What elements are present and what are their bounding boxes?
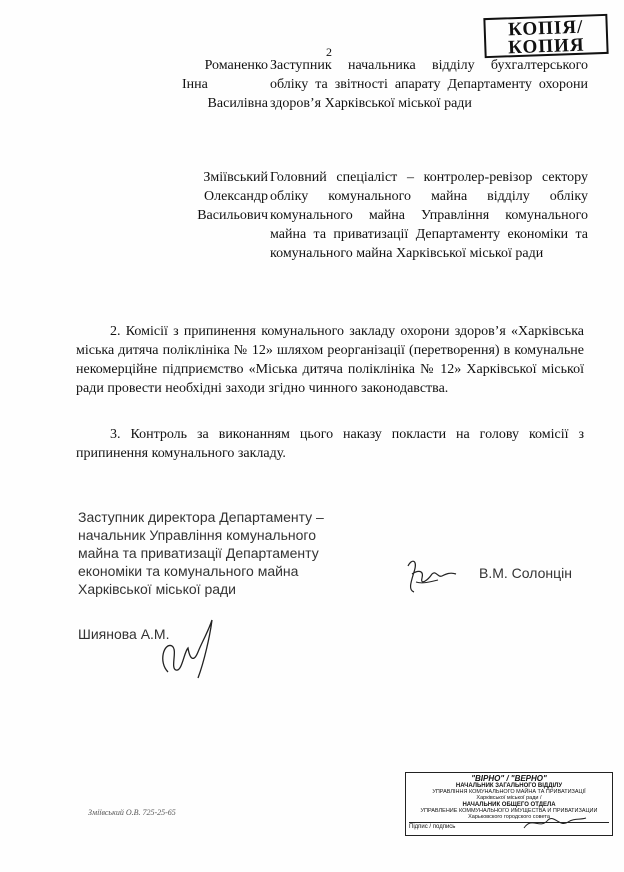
stamp-signature bbox=[520, 812, 590, 834]
copy-stamp bbox=[483, 14, 608, 58]
member-name-zmiivskyi: Зміївський Олександр Васильович bbox=[197, 170, 268, 223]
director-signature bbox=[402, 552, 462, 598]
paragraph-control: 3. Контроль за виконанням цього наказу покласти на голову комісії з припинення комунального закладу. bbox=[76, 427, 584, 461]
certified-stamp-title: "ВІРНО" / "ВЕРНО" bbox=[471, 774, 547, 783]
certified-stamp-sign-label: Підпис / подпись bbox=[409, 822, 609, 830]
executor-signature bbox=[148, 612, 228, 682]
signatory-name: В.М. Солонцін bbox=[479, 565, 572, 581]
executor-name: Шиянова А.М. bbox=[78, 626, 170, 642]
member-role-romanenko: Заступник начальника відділу бухгалтерського обліку та звітності апарату Департаменту охорони здоров’я Харківської міської ради bbox=[270, 58, 588, 111]
page-number: 2 bbox=[326, 45, 332, 59]
signatory-position: Заступник директора Департаменту – начальник Управління комунального майна та приватизації Департаменту економіки та комунального майна Харківської міської ради bbox=[78, 509, 324, 597]
copy-stamp-line-2: КОПИЯ bbox=[507, 34, 585, 59]
certified-stamp: "ВІРНО" / "ВЕРНО" НАЧАЛЬНИК ЗАГАЛЬНОГО ВІДДІЛУ УПРАВЛІННЯ КОМУНАЛЬНОГО МАЙНА ТА ПРИВАТИЗАЦІЇ Харківської міської ради / НАЧАЛЬНИК ОБЩЕГО ОТДЕЛА УПРАВЛЕНИЕ КОММУНАЛЬНОГО ИМУЩЕСТВА И ПРИВАТИЗАЦИИ Харьковского городского совета Підпис / подпись bbox=[405, 772, 613, 836]
copy-stamp-line-1: КОПІЯ/ bbox=[507, 16, 584, 41]
paragraph-commission: 2. Комісії з припинення комунального закладу охорони здоров’я «Харківська міська дитяча поліклініка № 12» шляхом реорганізації (перетворення) в комунальне некомерційне підприємство «Міська дитяча поліклініка № 12» Харківської міської ради провести необхідні заходи згідно чинного законодавства. bbox=[76, 324, 584, 396]
executor-phone: Зміївський О.В. 725-25-65 bbox=[88, 808, 176, 817]
member-role-zmiivskyi: Головний спеціаліст – контролер-ревізор сектору обліку комунального майна відділу обліку комунального майна Управління комунального майна та приватизації Департаменту економіки та комунального майна Харківської міської ради bbox=[270, 170, 588, 261]
member-name-romanenko: Романенко Інна Василівна bbox=[182, 58, 268, 111]
